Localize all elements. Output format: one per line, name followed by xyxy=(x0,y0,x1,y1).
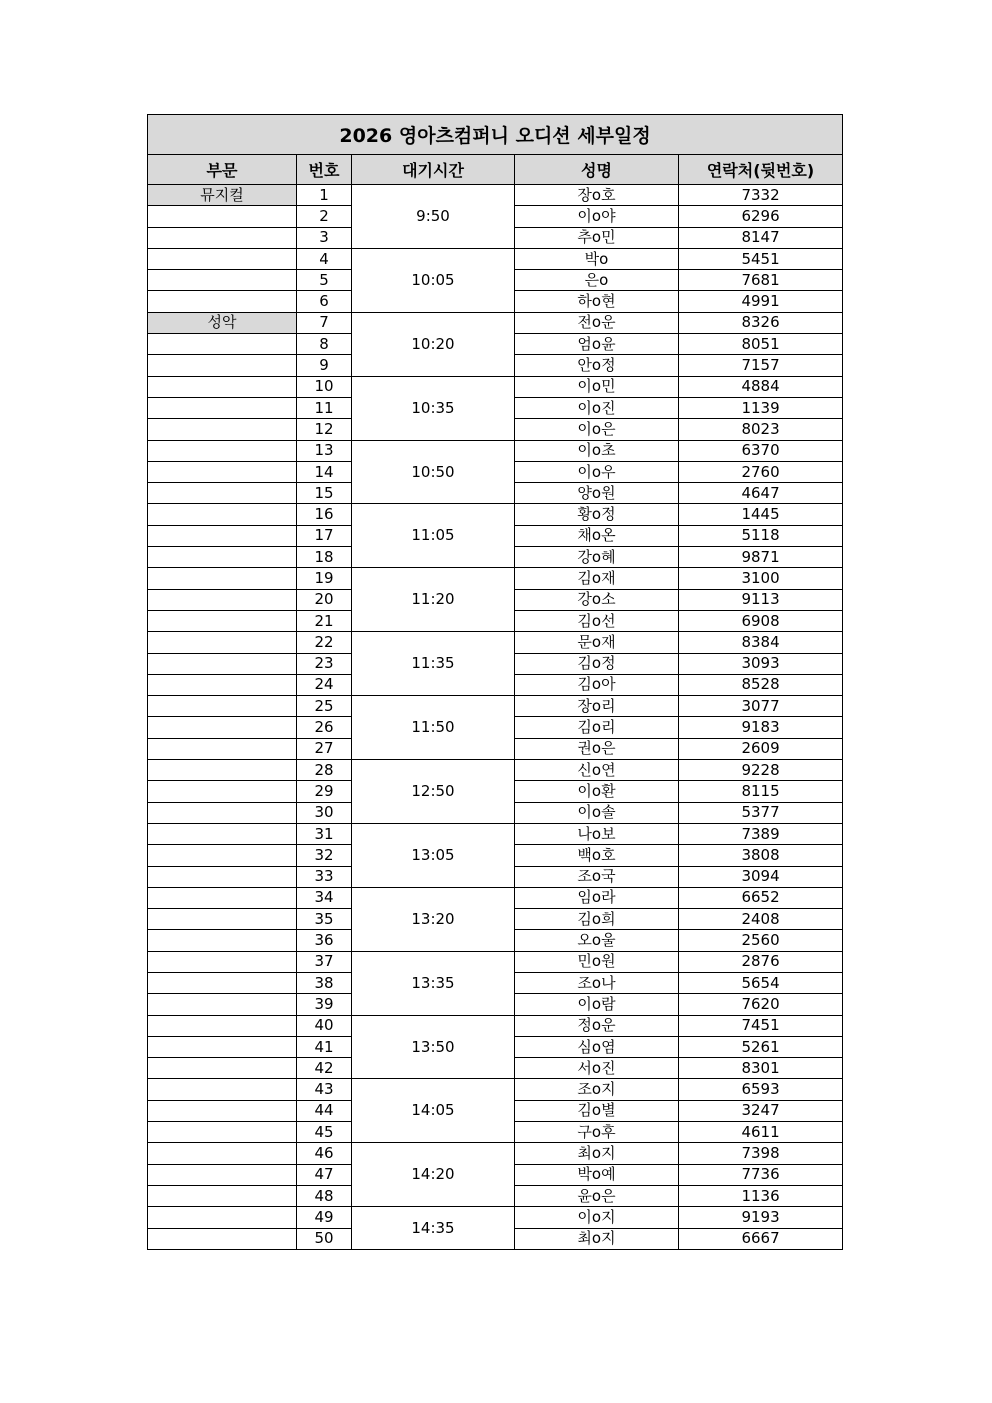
table-row xyxy=(148,760,843,781)
category-cell xyxy=(148,1100,297,1121)
phone-cell: 7620 xyxy=(679,994,843,1015)
wait-time-cell: 10:05 xyxy=(352,248,515,312)
name-cell: 이o람 xyxy=(515,994,679,1015)
name-cell: 이o은 xyxy=(515,419,679,440)
category-cell xyxy=(148,248,297,269)
wait-time-cell: 14:20 xyxy=(352,1143,515,1207)
name-cell: 김o재 xyxy=(515,568,679,589)
phone-cell: 2408 xyxy=(679,909,843,930)
name-cell: 장o리 xyxy=(515,696,679,717)
name-cell: 이o야 xyxy=(515,206,679,227)
phone-cell: 1445 xyxy=(679,504,843,525)
wait-time-cell: 12:50 xyxy=(352,760,515,824)
phone-cell: 7451 xyxy=(679,1015,843,1036)
name-cell: 오o울 xyxy=(515,930,679,951)
wait-time-cell: 14:35 xyxy=(352,1207,515,1250)
table-row xyxy=(148,1079,843,1100)
category-cell xyxy=(148,206,297,227)
name-cell: 조o국 xyxy=(515,866,679,887)
phone-cell: 3093 xyxy=(679,653,843,674)
name-cell: 구o후 xyxy=(515,1122,679,1143)
name-cell: 엄o윤 xyxy=(515,334,679,355)
phone-cell: 8115 xyxy=(679,781,843,802)
name-cell: 임o라 xyxy=(515,887,679,908)
category-cell xyxy=(148,674,297,695)
phone-cell: 5118 xyxy=(679,525,843,546)
name-cell: 최o지 xyxy=(515,1143,679,1164)
category-cell xyxy=(148,397,297,418)
phone-cell: 6296 xyxy=(679,206,843,227)
number-cell: 22 xyxy=(297,632,352,653)
number-cell: 15 xyxy=(297,483,352,504)
header-name: 성명 xyxy=(515,155,679,185)
phone-cell: 6593 xyxy=(679,1079,843,1100)
category-cell xyxy=(148,1036,297,1057)
number-cell: 9 xyxy=(297,355,352,376)
phone-cell: 5261 xyxy=(679,1036,843,1057)
category-cell xyxy=(148,696,297,717)
table-row xyxy=(148,823,843,844)
phone-cell: 1139 xyxy=(679,397,843,418)
category-cell xyxy=(148,909,297,930)
number-cell: 29 xyxy=(297,781,352,802)
table-row xyxy=(148,185,843,206)
category-cell xyxy=(148,547,297,568)
name-cell: 하o현 xyxy=(515,291,679,312)
category-cell xyxy=(148,866,297,887)
number-cell: 14 xyxy=(297,461,352,482)
name-cell: 최o지 xyxy=(515,1228,679,1249)
table-row xyxy=(148,951,843,972)
number-cell: 23 xyxy=(297,653,352,674)
category-cell xyxy=(148,1185,297,1206)
wait-time-cell: 9:50 xyxy=(352,185,515,249)
category-cell xyxy=(148,972,297,993)
phone-cell: 2609 xyxy=(679,738,843,759)
category-cell xyxy=(148,632,297,653)
category-cell xyxy=(148,653,297,674)
category-cell xyxy=(148,994,297,1015)
header-category: 부문 xyxy=(148,155,297,185)
number-cell: 36 xyxy=(297,930,352,951)
number-cell: 44 xyxy=(297,1100,352,1121)
table-row xyxy=(148,440,843,461)
number-cell: 30 xyxy=(297,802,352,823)
table-row xyxy=(148,632,843,653)
number-cell: 2 xyxy=(297,206,352,227)
name-cell: 정o운 xyxy=(515,1015,679,1036)
number-cell: 17 xyxy=(297,525,352,546)
wait-time-cell: 11:05 xyxy=(352,504,515,568)
name-cell: 서o진 xyxy=(515,1058,679,1079)
category-cell xyxy=(148,376,297,397)
name-cell: 안o정 xyxy=(515,355,679,376)
phone-cell: 8384 xyxy=(679,632,843,653)
number-cell: 4 xyxy=(297,248,352,269)
name-cell: 이o솔 xyxy=(515,802,679,823)
phone-cell: 7398 xyxy=(679,1143,843,1164)
category-cell xyxy=(148,845,297,866)
category-cell xyxy=(148,334,297,355)
name-cell: 박o xyxy=(515,248,679,269)
category-cell xyxy=(148,610,297,631)
wait-time-cell: 13:05 xyxy=(352,823,515,887)
number-cell: 12 xyxy=(297,419,352,440)
phone-cell: 9113 xyxy=(679,589,843,610)
category-cell xyxy=(148,930,297,951)
name-cell: 김o희 xyxy=(515,909,679,930)
table-row xyxy=(148,1015,843,1036)
category-cell xyxy=(148,802,297,823)
category-cell xyxy=(148,823,297,844)
name-cell: 심o염 xyxy=(515,1036,679,1057)
table-row xyxy=(148,696,843,717)
number-cell: 19 xyxy=(297,568,352,589)
phone-cell: 7389 xyxy=(679,823,843,844)
category-cell xyxy=(148,589,297,610)
category-cell: 성악 xyxy=(148,312,297,333)
number-cell: 7 xyxy=(297,312,352,333)
header-phone: 연락처(뒷번호) xyxy=(679,155,843,185)
name-cell: 이o초 xyxy=(515,440,679,461)
phone-cell: 3094 xyxy=(679,866,843,887)
wait-time-cell: 11:35 xyxy=(352,632,515,696)
phone-cell: 3808 xyxy=(679,845,843,866)
header-wait-time: 대기시간 xyxy=(352,155,515,185)
number-cell: 10 xyxy=(297,376,352,397)
category-cell xyxy=(148,227,297,248)
name-cell: 강o혜 xyxy=(515,547,679,568)
phone-cell: 4647 xyxy=(679,483,843,504)
number-cell: 18 xyxy=(297,547,352,568)
category-cell xyxy=(148,440,297,461)
wait-time-cell: 13:50 xyxy=(352,1015,515,1079)
table-row xyxy=(148,312,843,333)
page-title: 2026 영아츠컴퍼니 오디션 세부일정 xyxy=(148,115,843,155)
name-cell: 박o예 xyxy=(515,1164,679,1185)
category-cell xyxy=(148,504,297,525)
table-row xyxy=(148,1207,843,1228)
category-cell xyxy=(148,1058,297,1079)
category-cell xyxy=(148,525,297,546)
number-cell: 49 xyxy=(297,1207,352,1228)
name-cell: 강o소 xyxy=(515,589,679,610)
name-cell: 이o지 xyxy=(515,1207,679,1228)
name-cell: 양o원 xyxy=(515,483,679,504)
category-cell xyxy=(148,568,297,589)
number-cell: 31 xyxy=(297,823,352,844)
number-cell: 16 xyxy=(297,504,352,525)
table-row xyxy=(148,376,843,397)
name-cell: 이o환 xyxy=(515,781,679,802)
name-cell: 황o정 xyxy=(515,504,679,525)
number-cell: 24 xyxy=(297,674,352,695)
number-cell: 39 xyxy=(297,994,352,1015)
number-cell: 5 xyxy=(297,270,352,291)
number-cell: 43 xyxy=(297,1079,352,1100)
phone-cell: 2560 xyxy=(679,930,843,951)
name-cell: 전o운 xyxy=(515,312,679,333)
number-cell: 47 xyxy=(297,1164,352,1185)
name-cell: 추o민 xyxy=(515,227,679,248)
wait-time-cell: 11:20 xyxy=(352,568,515,632)
category-cell xyxy=(148,483,297,504)
phone-cell: 8147 xyxy=(679,227,843,248)
category-cell xyxy=(148,270,297,291)
name-cell: 신o연 xyxy=(515,760,679,781)
category-cell: 뮤지컬 xyxy=(148,185,297,206)
number-cell: 50 xyxy=(297,1228,352,1249)
phone-cell: 9193 xyxy=(679,1207,843,1228)
number-cell: 6 xyxy=(297,291,352,312)
phone-cell: 4884 xyxy=(679,376,843,397)
phone-cell: 4991 xyxy=(679,291,843,312)
phone-cell: 5377 xyxy=(679,802,843,823)
number-cell: 33 xyxy=(297,866,352,887)
number-cell: 11 xyxy=(297,397,352,418)
category-cell xyxy=(148,887,297,908)
category-cell xyxy=(148,951,297,972)
header-row xyxy=(148,155,843,185)
number-cell: 28 xyxy=(297,760,352,781)
number-cell: 37 xyxy=(297,951,352,972)
name-cell: 김o별 xyxy=(515,1100,679,1121)
wait-time-cell: 10:20 xyxy=(352,312,515,376)
category-cell xyxy=(148,1015,297,1036)
wait-time-cell: 14:05 xyxy=(352,1079,515,1143)
category-cell xyxy=(148,781,297,802)
table-row xyxy=(148,504,843,525)
name-cell: 김o선 xyxy=(515,610,679,631)
number-cell: 45 xyxy=(297,1122,352,1143)
category-cell xyxy=(148,419,297,440)
number-cell: 1 xyxy=(297,185,352,206)
phone-cell: 9871 xyxy=(679,547,843,568)
header-number: 번호 xyxy=(297,155,352,185)
number-cell: 13 xyxy=(297,440,352,461)
phone-cell: 7736 xyxy=(679,1164,843,1185)
number-cell: 41 xyxy=(297,1036,352,1057)
phone-cell: 2876 xyxy=(679,951,843,972)
number-cell: 20 xyxy=(297,589,352,610)
name-cell: 이o진 xyxy=(515,397,679,418)
phone-cell: 8023 xyxy=(679,419,843,440)
wait-time-cell: 10:35 xyxy=(352,376,515,440)
category-cell xyxy=(148,291,297,312)
phone-cell: 6652 xyxy=(679,887,843,908)
name-cell: 이o우 xyxy=(515,461,679,482)
name-cell: 장o호 xyxy=(515,185,679,206)
name-cell: 윤o은 xyxy=(515,1185,679,1206)
number-cell: 42 xyxy=(297,1058,352,1079)
name-cell: 문o재 xyxy=(515,632,679,653)
audition-schedule-table xyxy=(147,114,843,1250)
category-cell xyxy=(148,738,297,759)
phone-cell: 3247 xyxy=(679,1100,843,1121)
category-cell xyxy=(148,1164,297,1185)
category-cell xyxy=(148,717,297,738)
phone-cell: 9183 xyxy=(679,717,843,738)
name-cell: 조o지 xyxy=(515,1079,679,1100)
number-cell: 27 xyxy=(297,738,352,759)
name-cell: 은o xyxy=(515,270,679,291)
phone-cell: 8326 xyxy=(679,312,843,333)
number-cell: 32 xyxy=(297,845,352,866)
category-cell xyxy=(148,1228,297,1249)
phone-cell: 7681 xyxy=(679,270,843,291)
number-cell: 21 xyxy=(297,610,352,631)
category-cell xyxy=(148,1207,297,1228)
wait-time-cell: 11:50 xyxy=(352,696,515,760)
table-row xyxy=(148,1143,843,1164)
wait-time-cell: 13:20 xyxy=(352,887,515,951)
phone-cell: 1136 xyxy=(679,1185,843,1206)
phone-cell: 2760 xyxy=(679,461,843,482)
category-cell xyxy=(148,760,297,781)
phone-cell: 5654 xyxy=(679,972,843,993)
phone-cell: 8051 xyxy=(679,334,843,355)
wait-time-cell: 13:35 xyxy=(352,951,515,1015)
number-cell: 35 xyxy=(297,909,352,930)
table-row xyxy=(148,887,843,908)
name-cell: 백o호 xyxy=(515,845,679,866)
number-cell: 46 xyxy=(297,1143,352,1164)
phone-cell: 8301 xyxy=(679,1058,843,1079)
category-cell xyxy=(148,355,297,376)
phone-cell: 9228 xyxy=(679,760,843,781)
number-cell: 34 xyxy=(297,887,352,908)
category-cell xyxy=(148,461,297,482)
phone-cell: 6370 xyxy=(679,440,843,461)
phone-cell: 3100 xyxy=(679,568,843,589)
number-cell: 38 xyxy=(297,972,352,993)
name-cell: 이o민 xyxy=(515,376,679,397)
phone-cell: 4611 xyxy=(679,1122,843,1143)
name-cell: 채o온 xyxy=(515,525,679,546)
category-cell xyxy=(148,1122,297,1143)
category-cell xyxy=(148,1079,297,1100)
number-cell: 40 xyxy=(297,1015,352,1036)
wait-time-cell: 10:50 xyxy=(352,440,515,504)
phone-cell: 6667 xyxy=(679,1228,843,1249)
table-row xyxy=(148,248,843,269)
number-cell: 26 xyxy=(297,717,352,738)
name-cell: 권o은 xyxy=(515,738,679,759)
phone-cell: 6908 xyxy=(679,610,843,631)
phone-cell: 8528 xyxy=(679,674,843,695)
category-cell xyxy=(148,1143,297,1164)
number-cell: 48 xyxy=(297,1185,352,1206)
phone-cell: 7157 xyxy=(679,355,843,376)
name-cell: 민o원 xyxy=(515,951,679,972)
name-cell: 김o정 xyxy=(515,653,679,674)
number-cell: 3 xyxy=(297,227,352,248)
number-cell: 25 xyxy=(297,696,352,717)
table-row xyxy=(148,568,843,589)
phone-cell: 3077 xyxy=(679,696,843,717)
name-cell: 김o리 xyxy=(515,717,679,738)
phone-cell: 7332 xyxy=(679,185,843,206)
name-cell: 나o보 xyxy=(515,823,679,844)
number-cell: 8 xyxy=(297,334,352,355)
name-cell: 조o나 xyxy=(515,972,679,993)
name-cell: 김o아 xyxy=(515,674,679,695)
phone-cell: 5451 xyxy=(679,248,843,269)
